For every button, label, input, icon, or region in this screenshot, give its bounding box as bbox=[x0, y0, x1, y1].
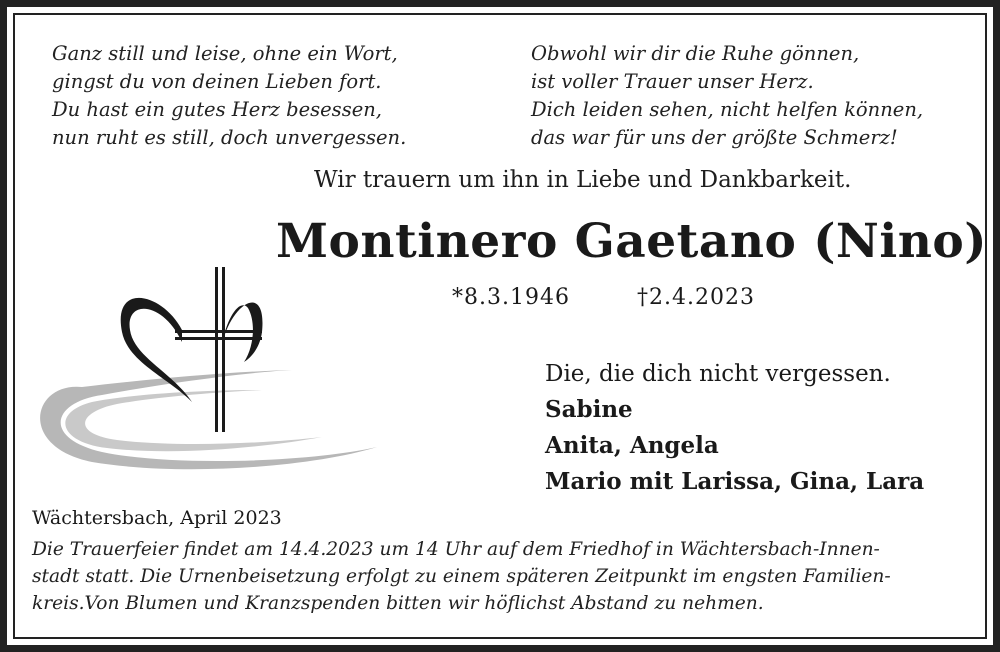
poem-line: das war für uns der größte Schmerz! bbox=[531, 126, 898, 149]
mourners-lead: Die, die dich nicht vergessen. bbox=[545, 361, 891, 387]
cross-vertical-b bbox=[222, 267, 225, 432]
notice-line: stadt statt. Die Urnenbeisetzung erfolgt zu einem späteren Zeitpunkt im engsten Familien- bbox=[32, 566, 891, 587]
place-date: Wächtersbach, April 2023 bbox=[32, 507, 282, 529]
poem-line: gingst du von deinen Lieben fort. bbox=[52, 70, 382, 93]
poem-line: Du hast ein gutes Herz besessen, bbox=[52, 98, 382, 121]
poem-left bbox=[52, 40, 406, 152]
swoosh-outer bbox=[40, 370, 377, 469]
intro-line: Wir trauern um ihn in Liebe und Dankbarkeit. bbox=[314, 167, 852, 193]
poem-line: Ganz still und leise, ohne ein Wort, bbox=[52, 42, 398, 65]
cross-horizontal-b bbox=[175, 337, 262, 340]
mourners-block bbox=[545, 356, 924, 500]
notice-line: kreis.Von Blumen und Kranzspenden bitten wir höflichst Abstand zu nehmen. bbox=[32, 593, 764, 614]
poem-right bbox=[531, 40, 923, 152]
poem-line: Obwohl wir dir die Ruhe gönnen, bbox=[531, 42, 860, 65]
poem-line: ist voller Trauer unser Herz. bbox=[531, 70, 814, 93]
poem-line: Dich leiden sehen, nicht helfen können, bbox=[531, 98, 924, 121]
cross-vertical-a bbox=[215, 267, 218, 432]
mourner-name: Sabine bbox=[545, 396, 633, 423]
heart-cross-icon bbox=[22, 262, 392, 482]
poem-line: nun ruht es still, doch unvergessen. bbox=[52, 126, 407, 149]
cross-horizontal-a bbox=[175, 330, 262, 333]
birth-date: *8.3.1946 bbox=[452, 285, 570, 310]
notice-line: Die Trauerfeier findet am 14.4.2023 um 14 Uhr auf dem Friedhof in Wächtersbach-Innen- bbox=[32, 539, 880, 560]
funeral-notice bbox=[32, 536, 891, 617]
swoosh-inner bbox=[65, 390, 322, 451]
deceased-name: Montinero Gaetano (Nino) bbox=[276, 214, 988, 269]
death-date: †2.4.2023 bbox=[637, 285, 755, 310]
mourner-name: Anita, Angela bbox=[545, 432, 719, 459]
mourner-name: Mario mit Larissa, Gina, Lara bbox=[545, 468, 925, 495]
